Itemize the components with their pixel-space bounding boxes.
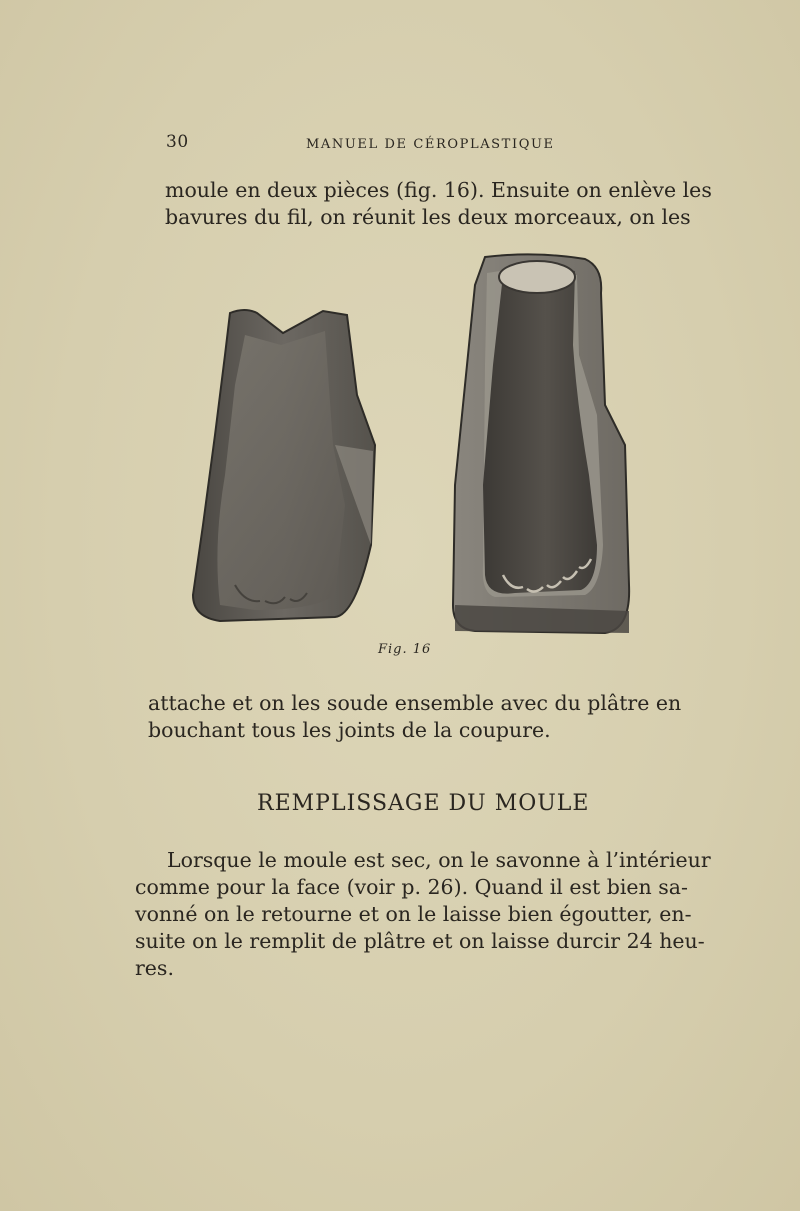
text-line: attache et on les soude ensemble avec du plâtre en xyxy=(148,691,682,715)
text-line: res. xyxy=(135,956,174,980)
filling-paragraph xyxy=(135,847,711,982)
text-line: bavures du fil, on réunit les deux morceaux, on les xyxy=(165,205,691,229)
text-line: moule en deux pièces (fig. 16). Ensuite on enlève les xyxy=(165,178,712,202)
figure-caption: Fig. 16 xyxy=(378,642,432,657)
page-number: 30 xyxy=(166,132,189,152)
right-mold-half xyxy=(453,254,629,633)
foot-mold-illustration xyxy=(185,245,645,645)
section-heading: REMPLISSAGE DU MOULE xyxy=(257,791,590,816)
continuation-paragraph xyxy=(148,690,682,744)
left-mold-half xyxy=(193,310,375,621)
foot-mold-figure xyxy=(185,245,645,645)
running-title: MANUEL DE CÉROPLASTIQUE xyxy=(306,137,555,152)
text-line: bouchant tous les joints de la coupure. xyxy=(148,718,551,742)
text-line: vonné on le retourne et on le laisse bien égoutter, en- xyxy=(135,902,692,926)
text-line: Lorsque le moule est sec, on le savonne à l’intérieur xyxy=(167,848,711,872)
text-line: comme pour la face (voir p. 26). Quand il est bien sa- xyxy=(135,875,688,899)
text-line: suite on le remplit de plâtre et on laisse durcir 24 heu- xyxy=(135,929,705,953)
intro-paragraph xyxy=(165,177,712,231)
